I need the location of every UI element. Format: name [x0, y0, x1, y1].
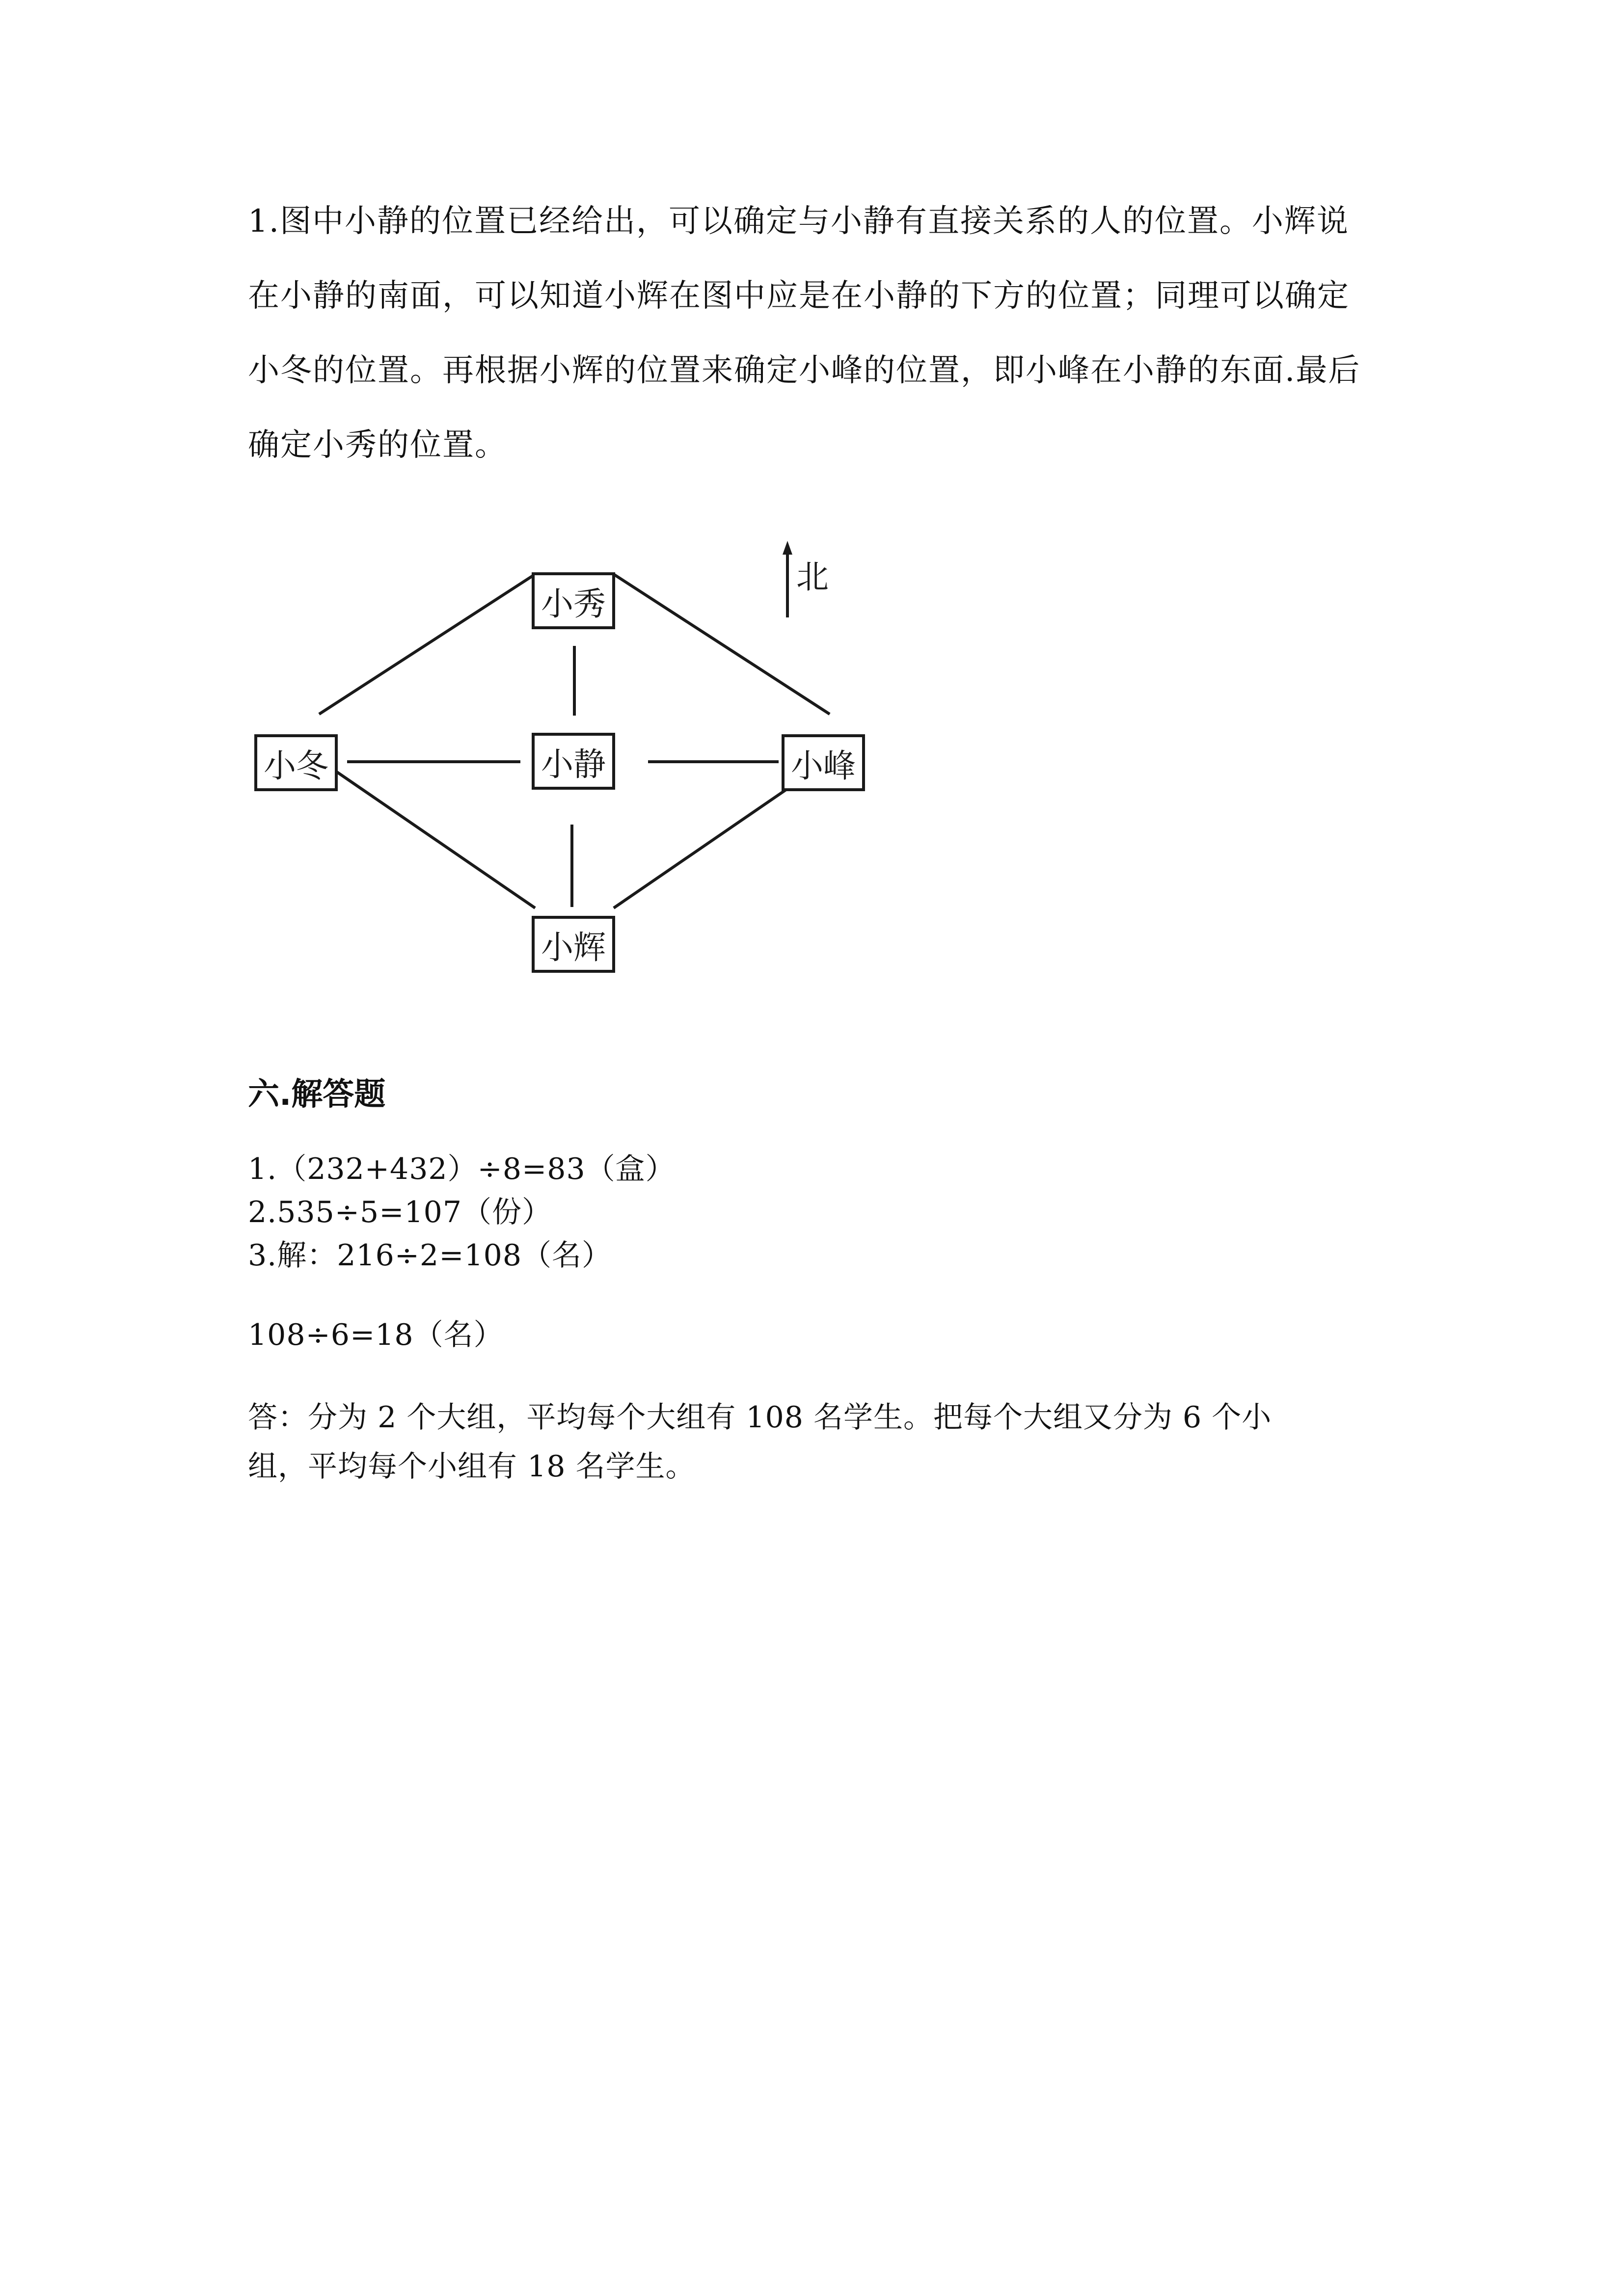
- position-diagram: [236, 535, 893, 996]
- explanation-line-3: 小冬的位置。再根据小辉的位置来确定小峰的位置，即小峰在小静的东面.最后: [248, 352, 1361, 389]
- node-xiaodong: [254, 734, 338, 791]
- explanation-line-2: 在小静的南面，可以知道小辉在图中应是在小静的下方的位置；同理可以确定: [248, 278, 1350, 314]
- answer-1: 1.（232+432）÷8=83（盒）: [248, 1152, 676, 1186]
- node-xiaohui-label: 小辉: [541, 928, 606, 966]
- edge-top-left: [319, 574, 535, 714]
- section-title: 六.解答题: [248, 1076, 386, 1113]
- node-xiaoxiu-label: 小秀: [541, 585, 606, 623]
- node-xiaohui: [532, 916, 615, 973]
- node-xiaojing: [532, 733, 615, 790]
- node-xiaofeng: [782, 734, 865, 791]
- answer-3-step-2: 108÷6=18（名）: [248, 1318, 504, 1352]
- answer-3: 3.解：216÷2=108（名）: [248, 1238, 612, 1273]
- north-label: 北: [796, 558, 829, 596]
- node-xiaojing-label: 小静: [541, 745, 606, 783]
- explanation-line-1: 1.图中小静的位置已经给出，可以确定与小静有直接关系的人的位置。小辉说: [248, 203, 1350, 240]
- node-xiaodong-label: 小冬: [264, 747, 328, 785]
- node-xiaofeng-label: 小峰: [791, 747, 856, 785]
- edge-bottom-left: [319, 760, 535, 908]
- final-answer-line-2: 组，平均每个小组有 18 名学生。: [248, 1449, 696, 1484]
- explanation-line-4: 确定小秀的位置。: [248, 427, 507, 463]
- node-xiaoxiu: [532, 572, 615, 629]
- answer-2: 2.535÷5=107（份）: [248, 1195, 552, 1229]
- north-arrow-head: [783, 541, 792, 555]
- final-answer-line-1: 答：分为 2 个大组，平均每个大组有 108 名学生。把每个大组又分为 6 个小: [248, 1400, 1272, 1435]
